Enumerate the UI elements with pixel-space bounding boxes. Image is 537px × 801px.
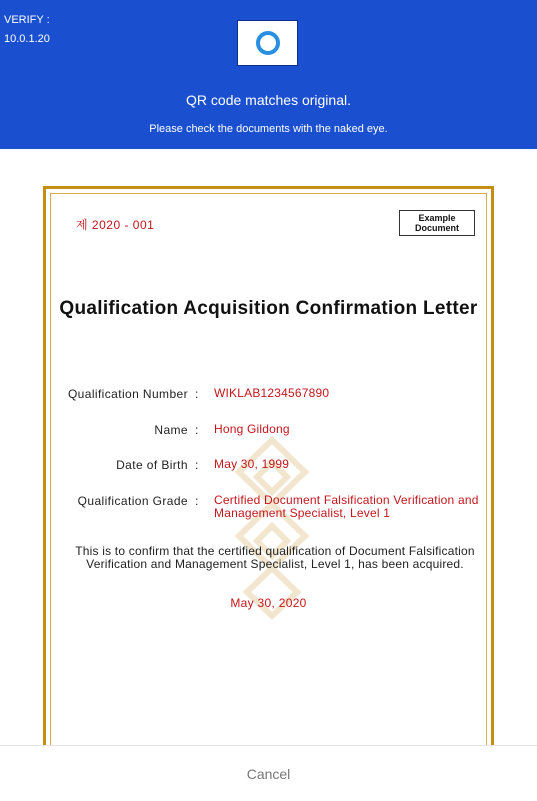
name-value: Hong Gildong — [214, 422, 290, 436]
field-colon: : — [195, 387, 199, 401]
field-colon: : — [195, 423, 199, 437]
name-label: Name — [154, 423, 188, 437]
qualification-number-value: WIKLAB1234567890 — [214, 386, 330, 400]
verification-status-box — [237, 20, 298, 66]
date-of-birth-label: Date of Birth — [116, 458, 188, 472]
qualification-number-label: Qualification Number — [67, 387, 188, 401]
certificate-number: 제 2020 - 001 — [76, 218, 155, 232]
verify-info — [4, 11, 50, 49]
qualification-grade-value: Certified Document Falsification Verification and Management Specialist, Level 1 — [214, 493, 479, 520]
date-of-birth-value: May 30, 1999 — [214, 457, 290, 471]
version-number: 10.0.1.20 — [4, 33, 50, 45]
bottom-action-bar — [0, 745, 537, 801]
field-colon: : — [195, 494, 199, 508]
field-colon: : — [195, 458, 199, 472]
cancel-button[interactable]: Cancel — [246, 765, 291, 782]
verify-header — [0, 0, 537, 149]
example-document-badge: Example Document — [399, 210, 475, 236]
confirmation-statement: This is to confirm that the certified qualification of Document Falsification Verification and Management Specialist, Level 1, has been acquired. — [75, 544, 475, 571]
circle-o-icon — [254, 29, 282, 57]
verify-label: VERIFY : — [4, 14, 50, 26]
certificate-title: Qualification Acquisition Confirmation Letter — [59, 298, 478, 319]
issue-date: May 30, 2020 — [230, 596, 307, 610]
verification-result-text: QR code matches original. — [186, 92, 351, 108]
qualification-grade-label: Qualification Grade — [77, 494, 188, 508]
verification-instruction-text: Please check the documents with the naked eye. — [149, 123, 388, 135]
